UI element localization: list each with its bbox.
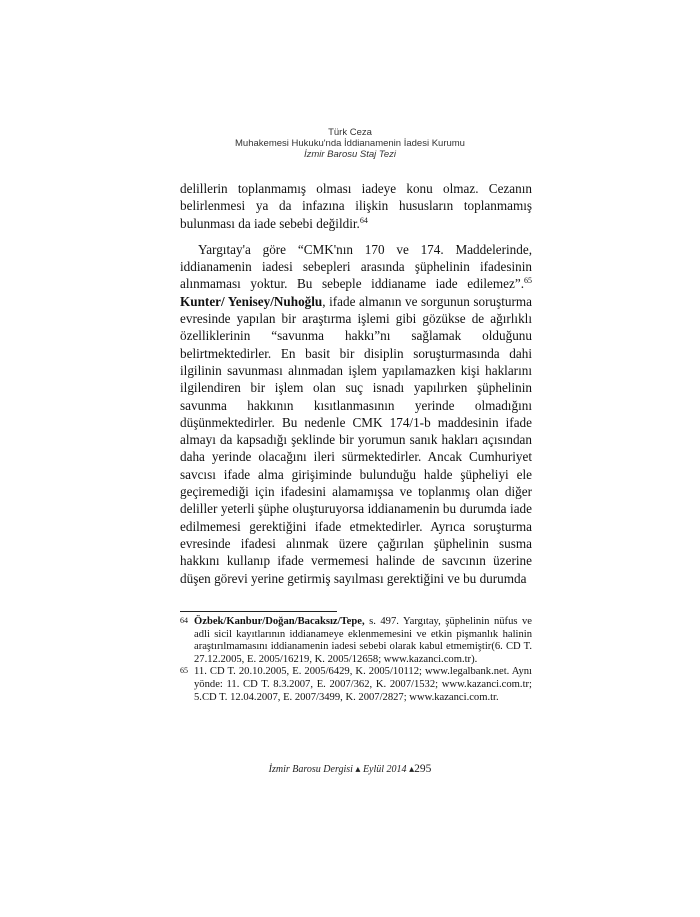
running-head-thesis: İzmir Barosu Staj Tezi xyxy=(303,149,397,160)
paragraph-1 xyxy=(180,180,532,232)
footnote-ref-64: 64 xyxy=(359,215,368,225)
page-footer xyxy=(0,763,700,775)
footnote-text xyxy=(194,616,532,666)
footnote xyxy=(180,616,532,666)
page-number: 295 xyxy=(414,763,432,775)
paragraph-2-text: , ifade almanın ve sorgunun soruşturma evresinde yapılan bir araştırma işlemi gibi gözükse de ağırlıklı özelliklerinin “savunma hakkı”nı sağlamak olduğunu belirtmektedirler. En basit bir disiplin soruşturmasında dahi ilgilinin savunması alınmadan işlem yapılamazken kişi haklarını ilgilendiren bir işlem olan suç isnadı yapılırken şüphelinin savunma hakkının kısıtlanmasının yerinde olmadığını düşünmektedirler. Bu nedenle CMK 174/1-b maddesinin ifade almayı da kapsadığı şeklinde bir yorumun sanık hakları açısından daha yerinde olacağını ileri sürmektedirler. Ancak Cumhuriyet savcısı ifade alma girişiminde bulunduğu halde şüpheliyi ele geçiremediği için ifadesini alamamışsa ve toplanmış olan diğer deliller yeterli şüphe oluşturuyorsa iddianamenin bu durumda iade edilmemesi gerektiğini ifade etmektedirler. Ayrıca soruşturma evresinde ifadesi alınmak üzere çağırılan şüphelinin susma hakkını kullanıp ifade vermemesi halinde de savcının üzerine düşen görevi yerine getirmiş sayılması gerektiğini ve bu durumda xyxy=(180,293,533,586)
footnote-authors: Özbek/Kanbur/Doğan/Bacaksız/Tepe, xyxy=(194,616,365,627)
footnotes xyxy=(180,616,532,704)
footnote-separator xyxy=(180,611,337,612)
running-head-subtitle: Muhakemesi Hukuku'nda İddianamenin İadesi Kurumu xyxy=(235,138,465,149)
footnote-body: 11. CD T. 20.10.2005, E. 2005/6429, K. 2005/10112; www.legalbank.net. Aynı yönde: 11. CD T. 8.3.2007, E. 2007/362, K. 2007/1532; www.kazanci.com.tr; 5.CD T. 12.04.2007, E. 2007/3499, K. 2007/2827; www.kazanci.com.tr. xyxy=(194,666,532,703)
footnote-body: s. 497. Yargıtay, şüphelinin nüfus ve adli sicil kayıtlarının iddianameye eklenmemesini ve etkin pişmanlık halinin araştırılmamasını iddianamenin iadesi sebebi olarak kabul etmemiştir(6. CD T. 27.12.2005, E. 2005/16219, K. 2005/12658; www.kazanci.com.tr). xyxy=(194,616,532,665)
separator-icon: ▴ xyxy=(409,764,415,775)
paragraph-2 xyxy=(180,241,532,587)
footnote-number: 65 xyxy=(180,666,188,676)
footnote-ref-65: 65 xyxy=(524,276,532,286)
paragraph-2-quote: Yargıtay'a göre “CMK'nın 170 ve 174. Maddelerinde, iddianamenin iadesi sebepleri arasında şüphelinin ifadesinin alınmaması yoktur. Bu sebeple iddianame iade edilemez”. xyxy=(180,241,532,292)
issue-date: Eylül 2014 xyxy=(362,764,407,775)
separator-icon: ▴ xyxy=(355,764,361,775)
footnote-text xyxy=(194,666,532,704)
running-head-title: Türk Ceza xyxy=(328,127,372,138)
main-text xyxy=(180,180,532,587)
journal-name: İzmir Barosu Dergisi xyxy=(268,764,353,775)
paragraph-1-text: delillerin toplanmamış olması iadeye konu olmaz. Cezanın belirlenmesi ya da infazına ilişkin hususların toplanmamış bulunması da iade sebebi değildir. xyxy=(180,181,532,231)
paragraph-2-authors: Kunter/ Yenisey/Nuhoğlu xyxy=(180,293,323,309)
footnote-number: 64 xyxy=(180,616,188,625)
footnote xyxy=(180,666,532,704)
